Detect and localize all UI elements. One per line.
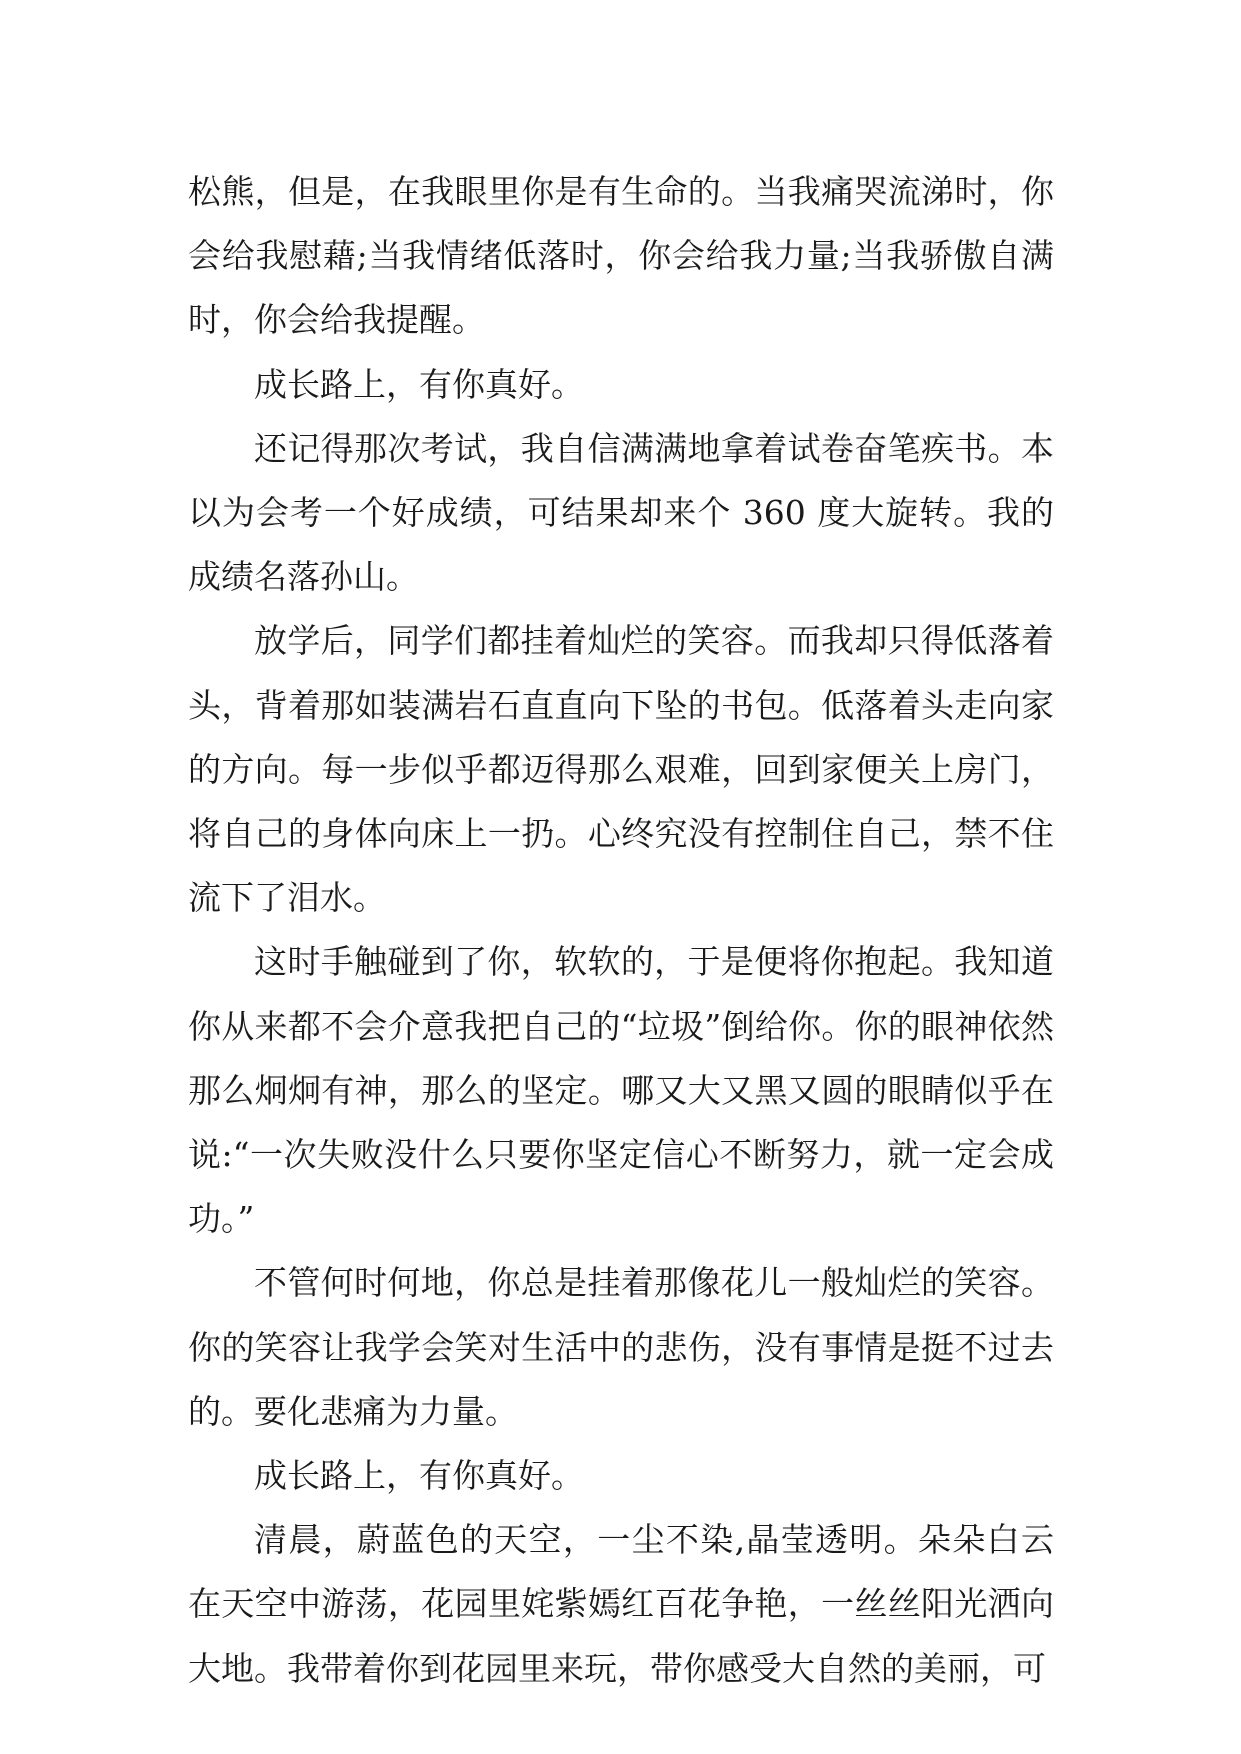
paragraph: 不管何时何地，你总是挂着那像花儿一般灿烂的笑容。你的笑容让我学会笑对生活中的悲伤，没有事情是挺不过去的。要化悲痛为力量。 (188, 1263, 1054, 1431)
paragraph: 清晨，蔚蓝色的天空，一尘不染,晶莹透明。朵朵白云在天空中游荡，花园里姹紫嫣红百花争艳，一丝丝阳光洒向大地。我带着你到花园里来玩，带你感受大自然的美丽，可 (188, 1520, 1054, 1688)
paragraph: 还记得那次考试，我自信满满地拿着试卷奋笔疾书。本以为会考一个好成绩，可结果却来个 360 度大旋转。我的成绩名落孙山。 (188, 428, 1054, 597)
body-text (188, 160, 1054, 1701)
paragraph: 放学后，同学们都挂着灿烂的笑容。而我却只得低落着头，背着那如装满岩石直直向下坠的书包。低落着头走向家的方向。每一步似乎都迈得那么艰难，回到家便关上房门，将自己的身体向床上一扔。心终究没有控制住自己，禁不住流下了泪水。 (188, 621, 1054, 918)
paragraph-continuation: 松熊，但是，在我眼里你是有生命的。当我痛哭流涕时，你会给我慰藉;当我情绪低落时，你会给我力量;当我骄傲自满时，你会给我提醒。 (188, 172, 1054, 340)
paragraph: 这时手触碰到了你，软软的，于是便将你抱起。我知道你从来都不会介意我把自己的“垃圾”倒给你。你的眼神依然那么炯炯有神，那么的坚定。哪又大又黑又圆的眼睛似乎在说:“一次失败没什么只要你坚定信心不断努力，就一定会成功。” (188, 942, 1054, 1239)
paragraph-refrain: 成长路上，有你真好。 (254, 364, 584, 404)
paragraph-refrain: 成长路上，有你真好。 (254, 1456, 584, 1496)
